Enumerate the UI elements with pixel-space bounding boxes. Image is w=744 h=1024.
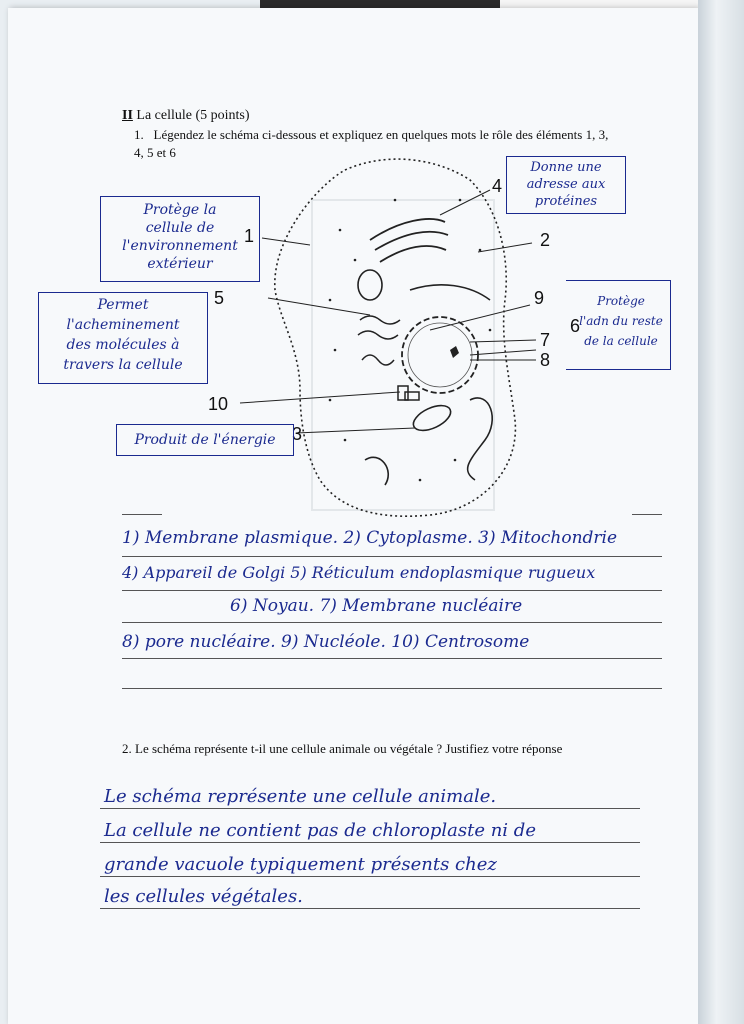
- answer-q2-line-3: grande vacuole typiquement présents chez: [104, 854, 497, 875]
- er-strand-2: [468, 398, 493, 480]
- label-10: 10: [208, 394, 229, 414]
- nucleolus: [450, 346, 459, 358]
- mitochondrion-bottom: [410, 400, 455, 435]
- answer-rule-0b: [632, 514, 662, 515]
- answer-q1-line-2: 4) Appareil de Golgi 5) Réticulum endoplasmique rugueux: [122, 563, 596, 582]
- answer-rule-0: [122, 514, 162, 515]
- question-2: [122, 741, 562, 757]
- label-9: 9: [534, 288, 545, 308]
- question-1-number: 1.: [134, 127, 144, 142]
- note-5-line-2: l'acheminement: [66, 317, 180, 333]
- rough-er-3: [362, 355, 394, 365]
- note-box-3: [116, 424, 294, 456]
- answer-q2-line-2: La cellule ne contient pas de chloroplaste ni de: [104, 820, 536, 841]
- nucleus: [402, 317, 478, 393]
- er-strand-3: [365, 457, 388, 485]
- answer-q2-rule-1: [100, 808, 640, 809]
- answer-rule-2: [122, 590, 662, 591]
- label-1: 1: [244, 226, 255, 246]
- answer-rule-5: [122, 688, 662, 689]
- note-box-4: [506, 156, 626, 214]
- answer-rule-3: [122, 622, 662, 623]
- answer-q2-rule-3: [100, 876, 640, 877]
- er-strand: [410, 285, 490, 300]
- note-6-line-3: de la cellule: [584, 334, 658, 348]
- answer-q2-line-1: Le schéma représente une cellule animale.: [104, 786, 497, 807]
- label-5: 5: [214, 288, 225, 308]
- note-5-line-3: des molécules à: [66, 337, 180, 353]
- cytoplasm-dots: [329, 199, 492, 482]
- golgi-1: [370, 219, 445, 240]
- question-1-line-2: 4, 5 et 6: [134, 145, 176, 160]
- note-6-line-1: Protège: [597, 294, 645, 308]
- answer-q2-rule-4: [100, 908, 640, 909]
- label-2: 2: [540, 230, 551, 250]
- label-lines: [240, 190, 536, 433]
- nuclear-inner-membrane: [408, 323, 472, 387]
- question-2-text: Le schéma représente t-il une cellule animale ou végétale ? Justifiez votre réponse: [135, 741, 563, 756]
- note-4-line-2: adresse aux: [526, 177, 606, 192]
- note-1-line-4: extérieur: [147, 256, 213, 272]
- note-6-line-2: l'adn du reste: [579, 314, 663, 328]
- label-8: 8: [540, 350, 551, 370]
- answer-q1-line-4: 8) pore nucléaire. 9) Nucléole. 10) Centrosome: [122, 632, 530, 652]
- faint-bg-rect: [312, 200, 494, 510]
- note-3-text: Produit de l'énergie: [134, 432, 276, 448]
- answer-q1-line-3: 6) Noyau. 7) Membrane nucléaire: [230, 596, 523, 616]
- answer-rule-1: [122, 556, 662, 557]
- note-box-1: [100, 196, 260, 282]
- note-5-line-4: travers la cellule: [63, 357, 183, 373]
- section-numeral: II: [122, 108, 133, 123]
- note-1-line-1: Protège la: [143, 202, 217, 218]
- label-7: 7: [540, 330, 551, 350]
- golgi-3: [380, 246, 446, 262]
- note-1-line-3: l'environnement: [122, 238, 238, 254]
- label-3: 3: [292, 424, 303, 444]
- note-4-line-1: Donne une: [530, 160, 602, 175]
- answer-q2-line-4: les cellules végétales.: [104, 886, 303, 907]
- label-6: 6: [570, 316, 581, 336]
- note-box-5: [38, 292, 208, 384]
- question-1-text: Légendez le schéma ci-dessous et expliquez en quelques mots le rôle des éléments 1, 3,: [153, 127, 609, 142]
- rough-er-2: [358, 331, 398, 339]
- section-title: La cellule (5 points): [136, 108, 250, 123]
- mitochondrion-top: [358, 270, 382, 300]
- centrosome-2: [405, 392, 419, 400]
- note-5-line-1: Permet: [97, 297, 149, 313]
- answer-q1-line-1: 1) Membrane plasmique. 2) Cytoplasme. 3) Mitochondrie: [122, 528, 618, 548]
- answer-q2-rule-2: [100, 842, 640, 843]
- answer-rule-4: [122, 658, 662, 659]
- label-4: 4: [492, 176, 503, 196]
- note-1-line-2: cellule de: [145, 220, 215, 236]
- centrosome-1: [398, 386, 408, 400]
- note-4-line-3: protéines: [534, 194, 598, 209]
- note-box-6: [566, 280, 671, 370]
- question-2-number: 2.: [122, 741, 132, 756]
- rough-er-1: [360, 316, 400, 324]
